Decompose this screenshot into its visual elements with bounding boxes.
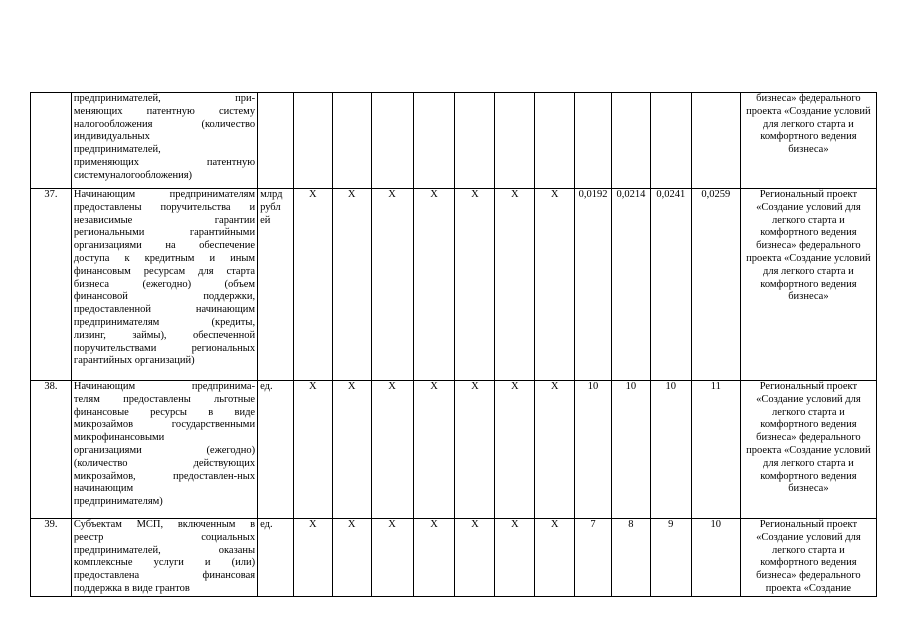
year-value-cell: X: [455, 381, 495, 519]
year-value-cell: X: [332, 189, 371, 381]
description-line: предоставлена финансовая: [73, 570, 256, 582]
description-line: региональными гарантийными: [73, 227, 256, 239]
target-value-cell: 10: [575, 381, 612, 519]
source-line: бизнеса»: [788, 483, 829, 495]
source-line: Региональный проект: [759, 189, 858, 200]
target-value-cell: 7: [575, 519, 612, 597]
year-value-cell: X: [413, 381, 455, 519]
description-line: поддержка в виде грантов: [73, 582, 190, 594]
row-number-cell: [31, 93, 72, 189]
source-line: «Создание условий для: [756, 393, 861, 405]
year-value-cell: X: [495, 519, 535, 597]
source-line: бизнеса» федерального: [756, 570, 861, 582]
source-line: комфортного ведения: [760, 227, 857, 239]
description-line: (количество действующих: [73, 457, 256, 469]
source-line: Региональный проект: [759, 381, 858, 392]
description-line: предпринимателям (кредиты,: [73, 316, 256, 328]
source-project-cell: [740, 381, 876, 519]
indicator-description-cell: [71, 189, 257, 381]
target-value-cell: 10: [691, 519, 740, 597]
description-line: организациями (ежегодно): [73, 444, 256, 456]
source-line: легкого старта и: [772, 214, 845, 226]
description-line: финансовые ресурсы в виде: [73, 406, 256, 418]
source-line: «Создание условий для: [756, 531, 861, 543]
source-line: бизнеса» федерального: [756, 432, 861, 444]
description-line: меняющих патентную систему: [73, 105, 256, 117]
source-project-cell: [740, 519, 876, 597]
unit-cell: ед.: [258, 519, 294, 597]
indicator-description-cell: [71, 381, 257, 519]
description-line: Начинающим предпринима-: [73, 381, 256, 392]
year-value-cell: X: [332, 381, 371, 519]
description-line: гарантийных организаций): [73, 355, 195, 367]
year-value-cell: X: [535, 189, 575, 381]
indicator-description-cell: [71, 519, 257, 597]
year-value-cell: X: [293, 519, 332, 597]
target-value-cell: 0,0241: [650, 189, 691, 381]
target-value-cell: [691, 93, 740, 189]
description-line: системуналогообложения): [73, 169, 193, 181]
description-line: начинающим: [73, 483, 134, 495]
source-line: проекта «Создание: [765, 582, 852, 594]
description-line: лизинг, займы), обеспеченной: [73, 329, 256, 341]
year-value-cell: X: [495, 189, 535, 381]
year-value-cell: X: [413, 189, 455, 381]
source-line: комфортного ведения: [760, 278, 857, 290]
unit-cell: ед.: [258, 381, 294, 519]
source-line: для легкого старта и: [763, 457, 854, 469]
year-value-cell: X: [413, 519, 455, 597]
unit-cell: млрд рубл ей: [258, 189, 294, 381]
row-number-cell: 39.: [31, 519, 72, 597]
description-line: поручительствами региональных: [73, 342, 256, 354]
description-line: микрофинансовыми: [73, 432, 165, 444]
year-value-cell: X: [371, 519, 413, 597]
target-value-cell: 0,0214: [611, 189, 650, 381]
source-line: для легкого старта и: [763, 265, 854, 277]
year-value-cell: [371, 93, 413, 189]
description-line: предпринимателей,: [73, 144, 161, 156]
description-line: Начинающим предпринимателям: [73, 189, 256, 200]
source-line: комфортного ведения: [760, 419, 857, 431]
description-line: предоставленной начинающим: [73, 304, 256, 316]
table-row: [31, 189, 877, 381]
source-line: проекта «Создание условий: [746, 105, 871, 117]
target-value-cell: 8: [611, 519, 650, 597]
description-line: предпринимателей, оказаны: [73, 544, 256, 556]
unit-cell: [258, 93, 294, 189]
target-value-cell: 0,0259: [691, 189, 740, 381]
description-line: предоставлены поручительства и: [73, 201, 256, 213]
target-value-cell: [611, 93, 650, 189]
description-line: микрозаймов государственными: [73, 419, 256, 431]
description-line: организациями на обеспечение: [73, 240, 256, 252]
description-line: комплексные услуги и (или): [73, 557, 256, 569]
description-line: финансовой поддержки,: [73, 291, 256, 303]
source-line: бизнеса»: [788, 144, 829, 156]
year-value-cell: X: [371, 189, 413, 381]
description-line: индивидуальных: [73, 131, 150, 143]
source-line: комфортного ведения: [760, 557, 857, 569]
source-line: бизнеса» федерального: [756, 93, 861, 104]
description-line: предпринимателям): [73, 496, 163, 508]
indicators-table: [30, 92, 877, 597]
row-number-cell: 37.: [31, 189, 72, 381]
year-value-cell: X: [293, 381, 332, 519]
target-value-cell: 11: [691, 381, 740, 519]
row-number-cell: 38.: [31, 381, 72, 519]
year-value-cell: X: [535, 519, 575, 597]
description-line: налогообложения (количество: [73, 118, 256, 130]
year-value-cell: X: [535, 381, 575, 519]
source-line: проекта «Создание условий: [746, 252, 871, 264]
table-row: [31, 93, 877, 189]
year-value-cell: X: [293, 189, 332, 381]
year-value-cell: [535, 93, 575, 189]
description-line: телям предоставлены льготные: [73, 393, 256, 405]
source-line: бизнеса»: [788, 291, 829, 303]
description-line: предпринимателей, при-: [73, 93, 256, 104]
target-value-cell: [575, 93, 612, 189]
year-value-cell: [455, 93, 495, 189]
year-value-cell: [293, 93, 332, 189]
year-value-cell: X: [495, 381, 535, 519]
year-value-cell: X: [371, 381, 413, 519]
description-line: реестр социальных: [73, 531, 256, 543]
description-line: независимые гарантии: [73, 214, 256, 226]
source-line: «Создание условий для: [756, 201, 861, 213]
indicator-description-cell: [71, 93, 257, 189]
source-line: комфортного ведения: [760, 470, 857, 482]
source-line: проекта «Создание условий: [746, 444, 871, 456]
target-value-cell: 10: [650, 381, 691, 519]
source-line: комфортного ведения: [760, 131, 857, 143]
source-line: Региональный проект: [759, 519, 858, 530]
source-project-cell: [740, 189, 876, 381]
description-line: применяющих патентную: [73, 156, 256, 168]
description-line: финансовым ресурсам для старта: [73, 265, 256, 277]
description-line: бизнеса (ежегодно) (объем: [73, 278, 256, 290]
description-line: микрозаймов, предоставлен-ных: [73, 470, 256, 482]
year-value-cell: [413, 93, 455, 189]
source-line: для легкого старта и: [763, 118, 854, 130]
target-value-cell: [650, 93, 691, 189]
target-value-cell: 10: [611, 381, 650, 519]
description-line: доступа к кредитным и иным: [73, 252, 256, 264]
description-line: Субъектам МСП, включенным в: [73, 519, 256, 530]
target-value-cell: 9: [650, 519, 691, 597]
year-value-cell: [332, 93, 371, 189]
source-project-cell: [740, 93, 876, 189]
year-value-cell: [495, 93, 535, 189]
table-row: [31, 519, 877, 597]
year-value-cell: X: [332, 519, 371, 597]
table-row: [31, 381, 877, 519]
year-value-cell: X: [455, 519, 495, 597]
year-value-cell: X: [455, 189, 495, 381]
source-line: легкого старта и: [772, 406, 845, 418]
source-line: бизнеса» федерального: [756, 240, 861, 252]
source-line: легкого старта и: [772, 544, 845, 556]
target-value-cell: 0,0192: [575, 189, 612, 381]
